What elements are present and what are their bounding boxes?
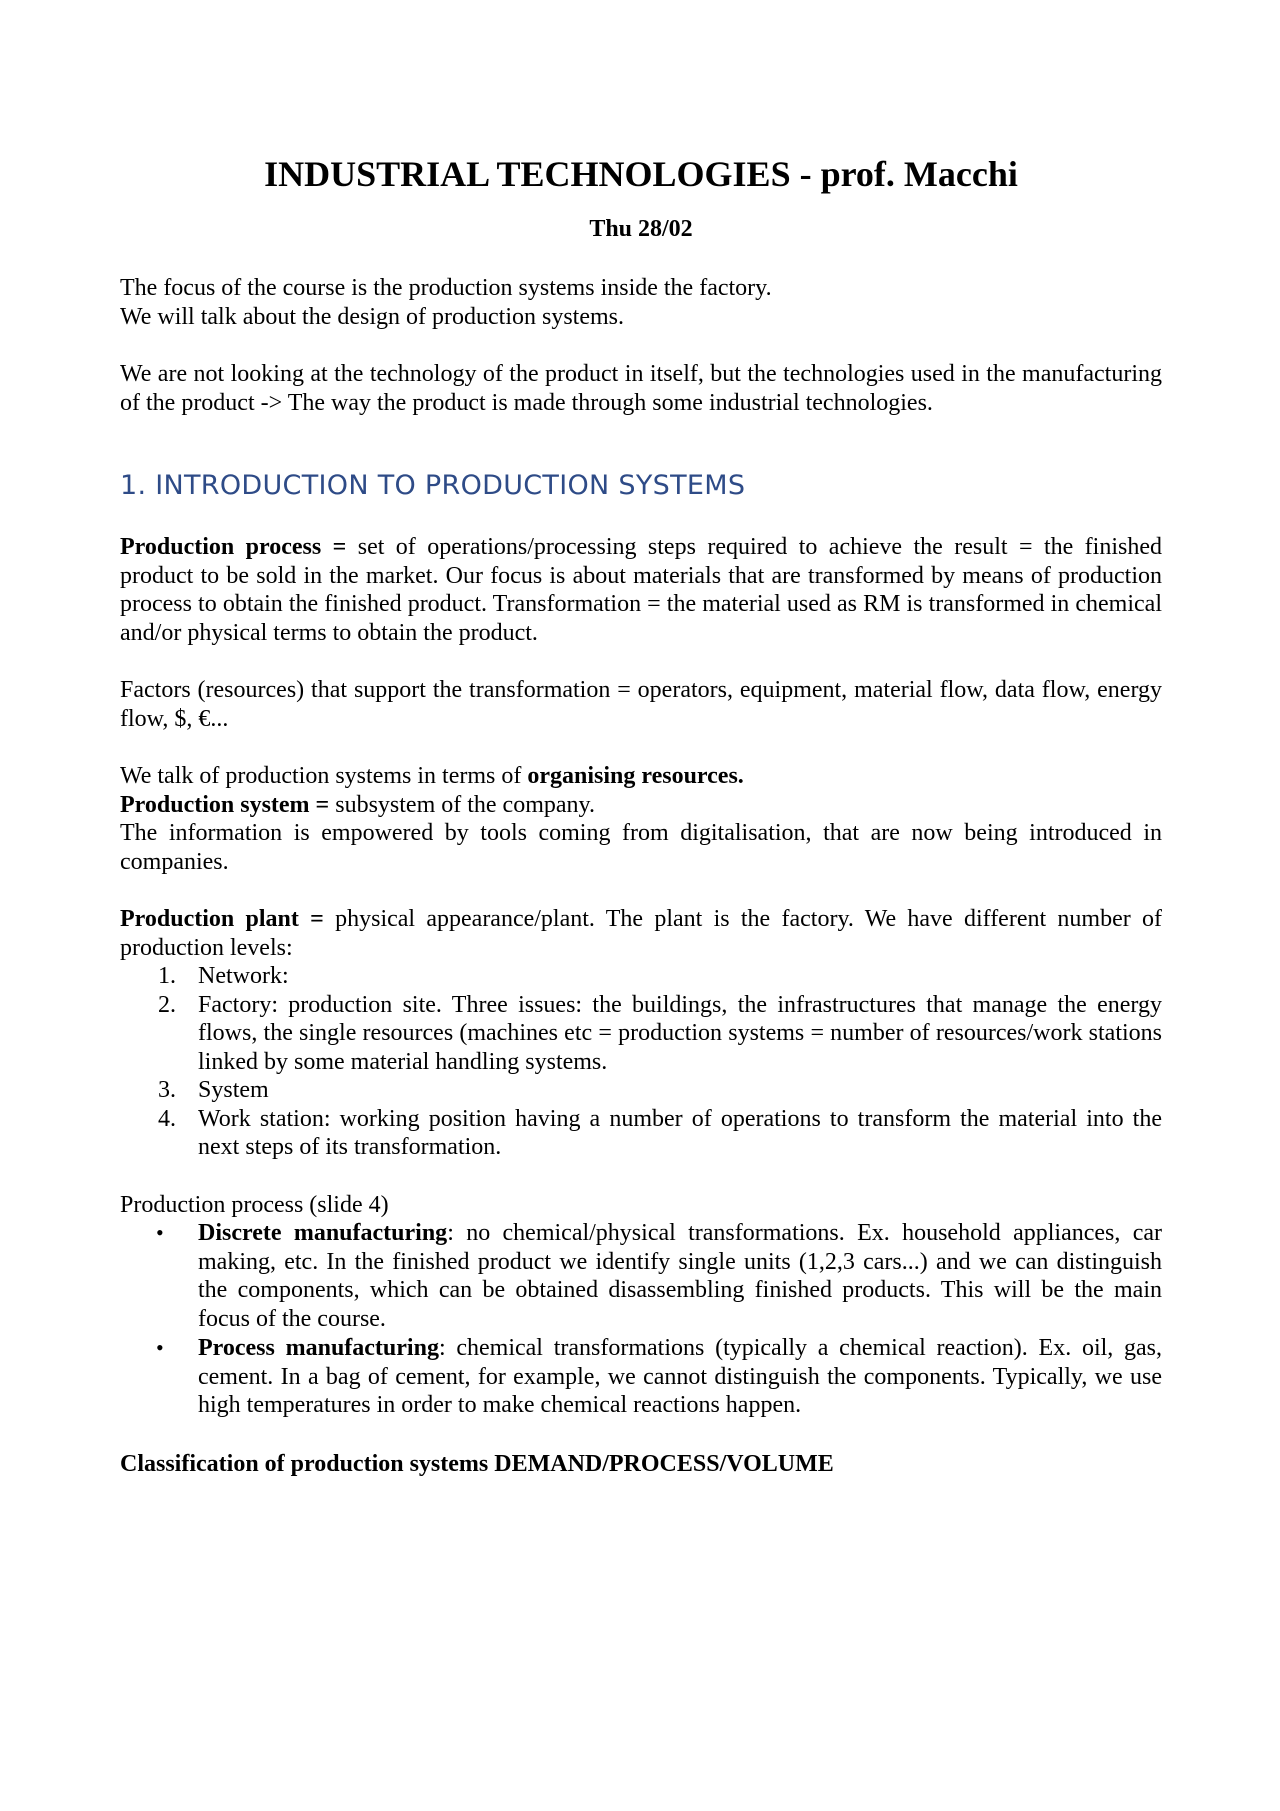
- list-item: [120, 1334, 1162, 1420]
- production-system-definition: subsystem of the company.: [329, 791, 595, 818]
- list-item: [120, 1105, 1162, 1162]
- list-marker: 2.: [158, 991, 176, 1018]
- production-plant-term: Production plant =: [120, 906, 324, 932]
- lecture-date: Thu 28/02: [589, 216, 693, 242]
- factors-paragraph: Factors (resources) that support the transformation = operators, equipment, material flow, data flow, energy flow, $, €...: [120, 677, 1162, 732]
- organising-prefix: We talk of production systems in terms of: [120, 763, 528, 789]
- organising-paragraph: [120, 762, 1162, 791]
- organising-bold: organising resources.: [527, 763, 744, 789]
- production-system-term: Production system =: [120, 791, 330, 818]
- production-levels-list: [120, 962, 1162, 1162]
- manufacturing-type-term: Discrete manufacturing: [198, 1220, 448, 1246]
- section-heading: 1. INTRODUCTION TO PRODUCTION SYSTEMS: [120, 470, 746, 501]
- information-paragraph: The information is empowered by tools coming from digitalisation, that are now being introduced in companies.: [120, 820, 1162, 875]
- production-process-term: Production process =: [120, 534, 347, 560]
- bullet-marker: •: [156, 1335, 164, 1360]
- manufacturing-type-term: Process manufacturing: [198, 1335, 439, 1361]
- intro-block: [120, 274, 1162, 417]
- list-item: [120, 1219, 1162, 1333]
- intro-paragraph-2: We are not looking at the technology of the product in itself, but the technologies used in the manufacturing of the product -> The way the product is made through some industrial technologies.: [120, 361, 1162, 416]
- list-item-text: Network:: [198, 963, 289, 989]
- bullet-marker: •: [156, 1220, 164, 1245]
- list-marker: 3.: [158, 1077, 176, 1103]
- manufacturing-types-list: [120, 1219, 1162, 1420]
- production-process-paragraph: [120, 533, 1162, 647]
- list-marker: 1.: [158, 963, 176, 989]
- list-marker: 4.: [158, 1105, 176, 1132]
- document-page: [120, 150, 1162, 1478]
- list-item-text: Work station: working position having a number of operations to transform the material into the next steps of its transformation.: [198, 1105, 1162, 1160]
- production-system-paragraph: [120, 791, 1162, 820]
- production-plant-paragraph: [120, 905, 1162, 962]
- production-plant-definition: physical appearance/plant. The plant is the factory. We have different number of production levels:: [120, 906, 1163, 961]
- manufacturing-type-text: : no chemical/physical transformations. Ex. household appliances, car making, etc. In the finished product we identify single units (1,2,3 cars...) and we can distinguish the components, which can be obtained disassembling finished products. This will be the main focus of the course.: [198, 1220, 1162, 1332]
- list-item-text: System: [198, 1077, 269, 1103]
- classification-heading: Classification of production systems DEMAND/PROCESS/VOLUME: [120, 1450, 834, 1477]
- list-item: [120, 1076, 1162, 1105]
- production-process-definition: set of operations/processing steps required to achieve the result = the finished product to be sold in the market. Our focus is about materials that are transformed by means of production process to obtain the finished product. Transformation = the material used as RM is transformed in chemical and/or physical terms to obtain the product.: [120, 534, 1163, 646]
- list-item: [120, 991, 1162, 1077]
- list-item: [120, 962, 1162, 991]
- intro-line-1: The focus of the course is the production systems inside the factory.: [120, 275, 772, 301]
- intro-line-2: We will talk about the design of production systems.: [120, 303, 624, 330]
- document-title: INDUSTRIAL TECHNOLOGIES - prof. Macchi: [264, 154, 1018, 194]
- process-slide-label: Production process (slide 4): [120, 1191, 389, 1218]
- manufacturing-type-text: : chemical transformations (typically a chemical reaction). Ex. oil, gas, cement. In a bag of cement, for example, we cannot distinguish the components. Typically, we use high temperatures in order to make chemical reactions happen.: [198, 1335, 1163, 1418]
- list-item-text: Factory: production site. Three issues: the buildings, the infrastructures that manage the energy flows, the single resources (machines etc = production systems = number of resources/work stations linked by some material handling systems.: [198, 991, 1162, 1075]
